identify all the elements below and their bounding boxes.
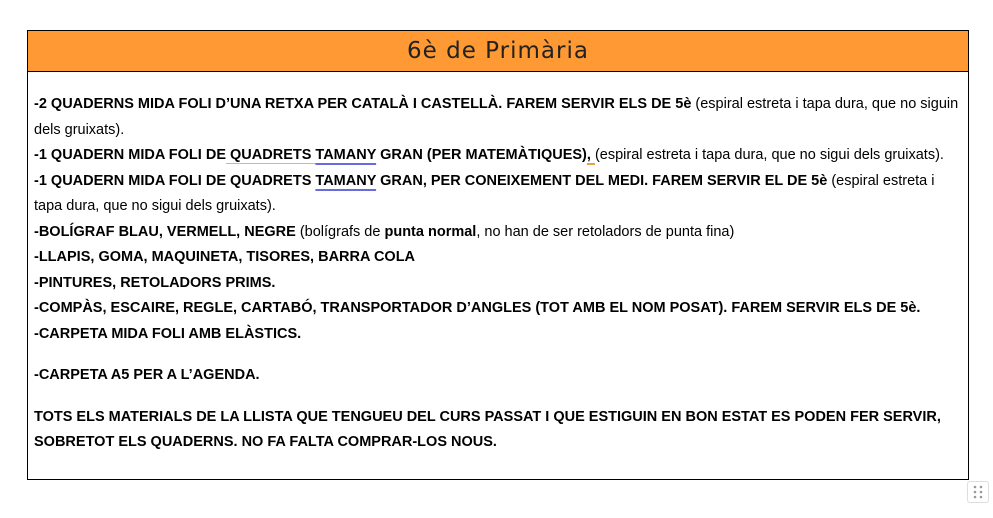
grammar-mark[interactable]: ,	[586, 147, 591, 163]
item-bold-text: -1 QUADERN MIDA FOLI DE	[34, 147, 226, 163]
list-item: -COMPÀS, ESCAIRE, REGLE, CARTABÓ, TRANSPORTADOR D’ANGLES (TOT AMB EL NOM POSAT). FAREM SERVIR ELS DE 5è.	[34, 300, 921, 316]
item-bold-text: -2 QUADERNS MIDA FOLI D’UNA RETXA PER CATALÀ I CASTELLÀ. FAREM SERVIR ELS DE 5è	[34, 96, 692, 112]
list-item	[34, 169, 962, 220]
list-item: -CARPETA A5 PER A L’AGENDA.	[34, 367, 260, 383]
list-item	[34, 220, 962, 246]
list-item: -PINTURES, RETOLADORS PRIMS.	[34, 274, 276, 291]
item-bold-text: GRAN, PER CONEIXEMENT DEL MEDI. FAREM SERVIR EL DE 5è	[376, 172, 828, 189]
item-normal-text: (espiral estreta i tapa dura, que no sigui dels gruixats).	[34, 172, 935, 214]
header-cell	[28, 31, 968, 72]
list-item	[34, 143, 962, 169]
item-normal-text: (espiral estreta i tapa dura, que no siguin dels gruixats).	[34, 96, 959, 138]
list-item: -CARPETA MIDA FOLI AMB ELÀSTICS.	[34, 325, 302, 342]
item-normal-text: (espiral estreta i tapa dura, que no sigui dels gruixats).	[594, 147, 944, 163]
item-bold-text: GRAN (PER MATEMÀTIQUES)	[376, 147, 587, 163]
list-item	[34, 92, 962, 143]
page-title: 6è de Primària	[407, 38, 589, 64]
item-bold-text: punta normal	[384, 223, 477, 240]
note-paragraph: TOTS ELS MATERIALS DE LA LLISTA QUE TENGUEU DEL CURS PASSAT I QUE ESTIGUIN EN BON ESTAT ES PODEN FER SERVIR, SOBRETOT ELS QUADERNS. NO FA FALTA COMPRAR-LOS NOUS.	[34, 408, 941, 450]
item-bold-text: QUADRETS	[226, 147, 316, 163]
drag-grip-icon[interactable]	[967, 481, 989, 503]
list-item: -LLAPIS, GOMA, MAQUINETA, TISORES, BARRA COLA	[34, 249, 416, 265]
spellcheck-word[interactable]: TAMANY	[315, 147, 377, 163]
item-normal-text: (bolígrafs de	[295, 223, 385, 240]
item-bold-text: -1 QUADERN MIDA FOLI DE QUADRETS	[34, 172, 316, 189]
grip-dots-icon	[968, 482, 988, 502]
item-bold-text: -BOLÍGRAF BLAU, VERMELL, NEGRE	[34, 223, 296, 240]
item-normal-text: , no han de ser retoladors de punta fina)	[476, 223, 735, 240]
content-cell[interactable]	[28, 72, 968, 456]
spellcheck-word[interactable]: TAMANY	[315, 172, 377, 189]
document-table	[27, 30, 969, 480]
